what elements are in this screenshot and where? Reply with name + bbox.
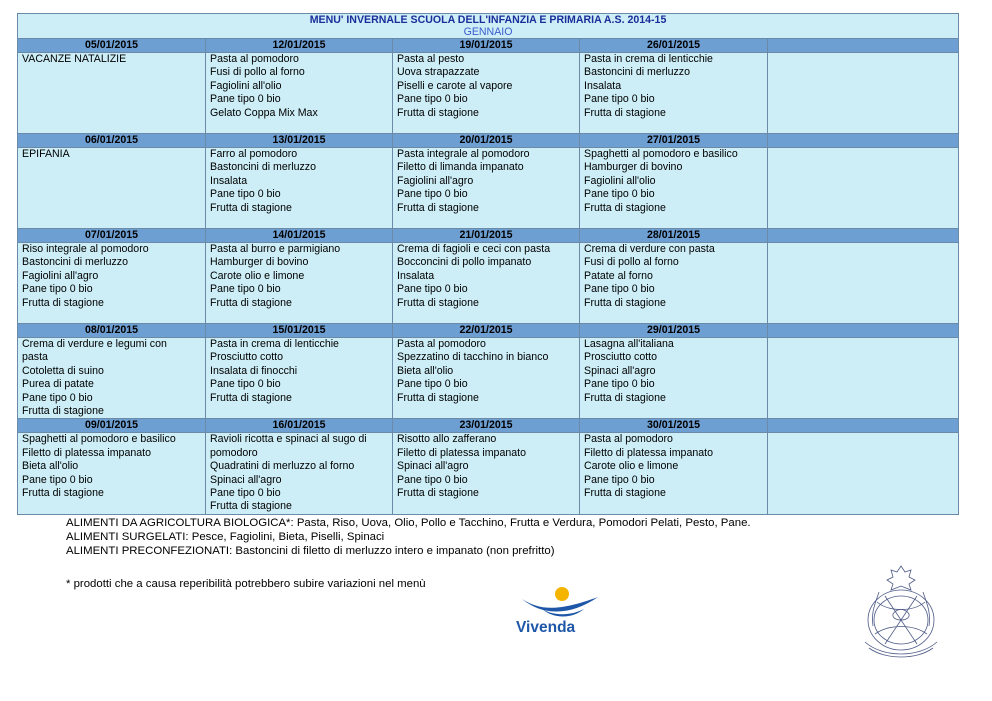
menu-item: Pasta al burro e parmigiano bbox=[210, 243, 341, 255]
prepackaged-foods-line: ALIMENTI PRECONFEZIONATI: Bastoncini di filetto di merluzzo intero e impanato (non prefritto) bbox=[66, 545, 555, 557]
frozen-foods-line: ALIMENTI SURGELATI: Pesce, Fagiolini, Bieta, Piselli, Spinaci bbox=[66, 531, 385, 543]
menu-item: Frutta di stagione bbox=[22, 487, 104, 500]
menu-item: Pane tipo 0 bio bbox=[210, 283, 281, 296]
menu-item: Frutta di stagione bbox=[584, 296, 666, 309]
date-header: 27/01/2015 bbox=[580, 134, 768, 148]
menu-item: Pane tipo 0 bio bbox=[22, 473, 93, 486]
menu-item: Filetto di platessa impanato bbox=[584, 446, 713, 459]
crest-seal-icon bbox=[855, 562, 947, 672]
menu-item: Piselli e carote al vapore bbox=[397, 79, 513, 92]
menu-cell bbox=[393, 53, 580, 134]
menu-cell bbox=[580, 148, 768, 229]
menu-item: Bieta all'olio bbox=[22, 460, 79, 473]
menu-item: Pane tipo 0 bio bbox=[584, 378, 655, 391]
menu-cell bbox=[18, 433, 206, 514]
date-header: 15/01/2015 bbox=[206, 324, 393, 338]
empty-menu-cell bbox=[768, 53, 959, 134]
menu-item: Pane tipo 0 bio bbox=[584, 188, 655, 201]
date-header: 22/01/2015 bbox=[393, 324, 580, 338]
menu-item: Carote olio e limone bbox=[584, 460, 679, 473]
month-label: GENNAIO bbox=[463, 26, 513, 38]
date-header: 19/01/2015 bbox=[393, 39, 580, 53]
empty-date-header bbox=[768, 229, 959, 243]
menu-item: Bieta all'olio bbox=[397, 364, 454, 377]
menu-item: Pane tipo 0 bio bbox=[210, 188, 281, 201]
menu-cell bbox=[18, 53, 206, 134]
date-row bbox=[18, 324, 959, 338]
date-header: 05/01/2015 bbox=[18, 39, 206, 53]
menu-item: Fusi di pollo al forno bbox=[210, 66, 305, 79]
menu-item: Pane tipo 0 bio bbox=[397, 188, 468, 201]
date-header: 30/01/2015 bbox=[580, 419, 768, 433]
date-header: 14/01/2015 bbox=[206, 229, 393, 243]
menu-item: Pane tipo 0 bio bbox=[210, 378, 281, 391]
menu-item: Lasagna all'italiana bbox=[584, 338, 674, 350]
empty-date-header bbox=[768, 419, 959, 433]
menu-item: Carote olio e limone bbox=[210, 269, 305, 282]
menu-item: Crema di fagioli e ceci con pasta bbox=[397, 243, 551, 255]
menu-item: Pane tipo 0 bio bbox=[22, 283, 93, 296]
menu-item: Pane tipo 0 bio bbox=[584, 93, 655, 106]
menu-item: Pasta al pomodoro bbox=[397, 338, 486, 350]
date-header: 29/01/2015 bbox=[580, 324, 768, 338]
menu-item: Frutta di stagione bbox=[397, 296, 479, 309]
menu-item: Frutta di stagione bbox=[584, 487, 666, 500]
empty-menu-cell bbox=[768, 338, 959, 419]
menu-item: Frutta di stagione bbox=[397, 201, 479, 214]
menu-item: Filetto di platessa impanato bbox=[22, 446, 151, 459]
menu-row bbox=[18, 338, 959, 419]
menu-cell bbox=[393, 148, 580, 229]
menu-item: Pane tipo 0 bio bbox=[210, 93, 281, 106]
menu-cell bbox=[18, 338, 206, 419]
menu-item: Insalata bbox=[397, 269, 435, 282]
menu-item: Pane tipo 0 bio bbox=[397, 473, 468, 486]
menu-item: Prosciutto cotto bbox=[584, 351, 658, 364]
menu-item: Risotto allo zafferano bbox=[397, 433, 497, 446]
vivenda-logo bbox=[512, 585, 606, 641]
availability-note: * prodotti che a causa reperibilità potrebbero subire variazioni nel menù bbox=[66, 578, 426, 590]
menu-item: Pasta in crema di lenticchie bbox=[584, 53, 713, 65]
menu-item: Spaghetti al pomodoro e basilico bbox=[22, 433, 176, 446]
menu-table bbox=[17, 13, 959, 515]
menu-item: VACANZE NATALIZIE bbox=[22, 53, 127, 65]
date-header: 26/01/2015 bbox=[580, 39, 768, 53]
date-row bbox=[18, 419, 959, 433]
menu-item: Spinaci all'agro bbox=[397, 460, 469, 473]
menu-item: Pasta integrale al pomodoro bbox=[397, 148, 530, 160]
menu-item: Ravioli ricotta e spinaci al sugo di bbox=[210, 433, 367, 446]
menu-item: Insalata bbox=[584, 79, 622, 92]
menu-cell bbox=[206, 338, 393, 419]
menu-cell bbox=[206, 53, 393, 134]
menu-item: Frutta di stagione bbox=[22, 296, 104, 309]
date-header: 06/01/2015 bbox=[18, 134, 206, 148]
menu-item: Frutta di stagione bbox=[397, 487, 479, 500]
menu-item: Bastoncini di merluzzo bbox=[210, 161, 316, 174]
date-header: 20/01/2015 bbox=[393, 134, 580, 148]
menu-cell bbox=[206, 433, 393, 514]
menu-item: Fagiolini all'olio bbox=[584, 174, 656, 187]
empty-menu-cell bbox=[768, 148, 959, 229]
menu-item: Pasta in crema di lenticchie bbox=[210, 338, 339, 350]
menu-cell bbox=[580, 338, 768, 419]
menu-item: Spinaci all'agro bbox=[584, 364, 656, 377]
menu-cell bbox=[580, 243, 768, 324]
menu-item: Frutta di stagione bbox=[397, 391, 479, 404]
menu-row bbox=[18, 243, 959, 324]
menu-item: Farro al pomodoro bbox=[210, 148, 298, 160]
menu-item: Cotoletta di suino bbox=[22, 364, 104, 377]
menu-cell bbox=[206, 148, 393, 229]
menu-item: Pane tipo 0 bio bbox=[210, 487, 281, 500]
menu-item: Hamburger di bovino bbox=[210, 256, 309, 269]
date-row bbox=[18, 134, 959, 148]
menu-item: Spaghetti al pomodoro e basilico bbox=[584, 148, 738, 160]
menu-item: Pane tipo 0 bio bbox=[584, 283, 655, 296]
menu-item: Pasta al pesto bbox=[397, 53, 465, 65]
footer-notes bbox=[66, 516, 751, 558]
menu-cell bbox=[580, 53, 768, 134]
logo-text: Vivenda bbox=[516, 619, 576, 636]
date-header: 16/01/2015 bbox=[206, 419, 393, 433]
menu-item: pasta bbox=[22, 351, 48, 364]
menu-item: Pane tipo 0 bio bbox=[584, 473, 655, 486]
menu-item: Frutta di stagione bbox=[584, 391, 666, 404]
empty-menu-cell bbox=[768, 433, 959, 514]
menu-item: Frutta di stagione bbox=[397, 106, 479, 119]
menu-item: EPIFANIA bbox=[22, 148, 70, 160]
date-row bbox=[18, 229, 959, 243]
page-title: MENU' INVERNALE SCUOLA DELL'INFANZIA E PRIMARIA A.S. 2014-15 bbox=[309, 14, 667, 26]
menu-item: Insalata di finocchi bbox=[210, 364, 298, 377]
menu-item: Filetto di platessa impanato bbox=[397, 446, 526, 459]
menu-item: Gelato Coppa Mix Max bbox=[210, 106, 318, 119]
date-row bbox=[18, 39, 959, 53]
date-header: 21/01/2015 bbox=[393, 229, 580, 243]
menu-item: pomodoro bbox=[210, 446, 258, 459]
menu-row bbox=[18, 53, 959, 134]
menu-item: Frutta di stagione bbox=[210, 201, 292, 214]
menu-cell bbox=[580, 433, 768, 514]
empty-menu-cell bbox=[768, 243, 959, 324]
menu-item: Patate al forno bbox=[584, 269, 653, 282]
menu-item: Pane tipo 0 bio bbox=[22, 391, 93, 404]
empty-date-header bbox=[768, 39, 959, 53]
menu-item: Riso integrale al pomodoro bbox=[22, 243, 149, 255]
menu-cell bbox=[206, 243, 393, 324]
menu-cell bbox=[18, 148, 206, 229]
menu-item: Bocconcini di pollo impanato bbox=[397, 256, 532, 269]
menu-item: Frutta di stagione bbox=[584, 201, 666, 214]
menu-row bbox=[18, 433, 959, 514]
title-cell bbox=[18, 14, 959, 39]
menu-item: Frutta di stagione bbox=[22, 405, 104, 418]
date-header: 23/01/2015 bbox=[393, 419, 580, 433]
date-header: 12/01/2015 bbox=[206, 39, 393, 53]
menu-item: Frutta di stagione bbox=[210, 296, 292, 309]
date-header: 07/01/2015 bbox=[18, 229, 206, 243]
menu-item: Spinaci all'agro bbox=[210, 473, 282, 486]
menu-item: Fusi di pollo al forno bbox=[584, 256, 679, 269]
date-header: 13/01/2015 bbox=[206, 134, 393, 148]
menu-item: Crema di verdure con pasta bbox=[584, 243, 715, 255]
menu-item: Pane tipo 0 bio bbox=[397, 283, 468, 296]
date-header: 08/01/2015 bbox=[18, 324, 206, 338]
empty-date-header bbox=[768, 324, 959, 338]
menu-item: Quadratini di merluzzo al forno bbox=[210, 460, 355, 473]
menu-item: Fagiolini all'olio bbox=[210, 79, 282, 92]
menu-item: Uova strapazzate bbox=[397, 66, 480, 79]
menu-item: Frutta di stagione bbox=[210, 391, 292, 404]
menu-item: Spezzatino di tacchino in bianco bbox=[397, 351, 549, 364]
menu-row bbox=[18, 148, 959, 229]
menu-item: Crema di verdure e legumi con bbox=[22, 338, 167, 350]
menu-cell bbox=[393, 243, 580, 324]
menu-item: Insalata bbox=[210, 174, 248, 187]
menu-cell bbox=[18, 243, 206, 324]
menu-cell bbox=[393, 338, 580, 419]
menu-item: Frutta di stagione bbox=[210, 500, 292, 513]
organic-foods-line: ALIMENTI DA AGRICOLTURA BIOLOGICA*: Pasta, Riso, Uova, Olio, Pollo e Tacchino, Frutta e Verdura, Pomodori Pelati, Pesto, Pane. bbox=[66, 517, 751, 529]
menu-item: Pane tipo 0 bio bbox=[397, 93, 468, 106]
menu-cell bbox=[393, 433, 580, 514]
menu-item: Bastoncini di merluzzo bbox=[22, 256, 128, 269]
empty-date-header bbox=[768, 134, 959, 148]
date-header: 09/01/2015 bbox=[18, 419, 206, 433]
date-header: 28/01/2015 bbox=[580, 229, 768, 243]
menu-item: Frutta di stagione bbox=[584, 106, 666, 119]
menu-item: Bastoncini di merluzzo bbox=[584, 66, 690, 79]
menu-item: Pasta al pomodoro bbox=[584, 433, 673, 446]
menu-item: Pasta al pomodoro bbox=[210, 53, 299, 65]
menu-item: Filetto di limanda impanato bbox=[397, 161, 524, 174]
menu-item: Fagiolini all'agro bbox=[22, 269, 99, 282]
menu-item: Fagiolini all'agro bbox=[397, 174, 474, 187]
menu-item: Pane tipo 0 bio bbox=[397, 378, 468, 391]
menu-item: Prosciutto cotto bbox=[210, 351, 284, 364]
menu-item: Hamburger di bovino bbox=[584, 161, 683, 174]
menu-item: Purea di patate bbox=[22, 378, 94, 391]
